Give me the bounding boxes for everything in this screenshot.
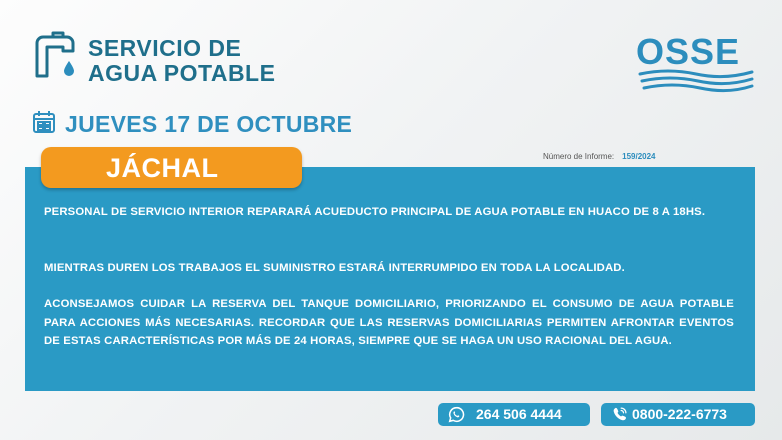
report-value: 159/2024 — [622, 152, 656, 161]
announcement-paragraph-2: MIENTRAS DUREN LOS TRABAJOS EL SUMINISTRO ESTARÁ INTERRUMPIDO EN TODA LA LOCALIDAD. — [44, 262, 625, 274]
report-label: Número de Informe: — [543, 152, 615, 161]
date-label: JUEVES 17 DE OCTUBRE — [65, 111, 353, 137]
whatsapp-number: 264 506 4444 — [476, 406, 562, 422]
announcement-paragraph-3: ACONSEJAMOS CUIDAR LA RESERVA DEL TANQUE DOMICILIARIO, PRIORIZANDO EL CONSUMO DE AGUA POTABLE PARA ACCIONES MÁS NECESARIAS. RECORDAR QUE LAS RESERVAS DOMICILIARIAS PERMITEN AFRONTAR EVENTOS DE ESTAS CARACTERÍSTICAS POR MÁS DE 24 HORAS, SIEMPRE QUE SE HAGA UN USO RACIONAL DEL AGUA. — [44, 298, 734, 347]
phone-icon — [611, 406, 628, 423]
report-number — [543, 152, 656, 161]
announcement-panel — [25, 167, 755, 391]
osse-logo-text: OSSE — [636, 31, 741, 72]
location-badge — [41, 147, 302, 188]
service-title — [88, 36, 275, 86]
waves-icon — [638, 68, 754, 94]
announcement-paragraph-1: PERSONAL DE SERVICIO INTERIOR REPARARÁ ACUEDUCTO PRINCIPAL DE AGUA POTABLE EN HUACO DE 8 A 18HS. — [44, 206, 706, 218]
osse-logo — [636, 31, 754, 72]
whatsapp-icon — [448, 406, 465, 423]
faucet-icon — [33, 31, 81, 83]
phone-contact[interactable] — [601, 403, 755, 426]
service-title-line1: SERVICIO DE — [88, 35, 242, 61]
whatsapp-contact[interactable] — [438, 403, 590, 426]
phone-number: 0800-222-6773 — [632, 406, 727, 422]
calendar-icon — [32, 110, 56, 134]
service-title-line2: AGUA POTABLE — [88, 60, 276, 86]
location-name: JÁCHAL — [106, 153, 219, 183]
